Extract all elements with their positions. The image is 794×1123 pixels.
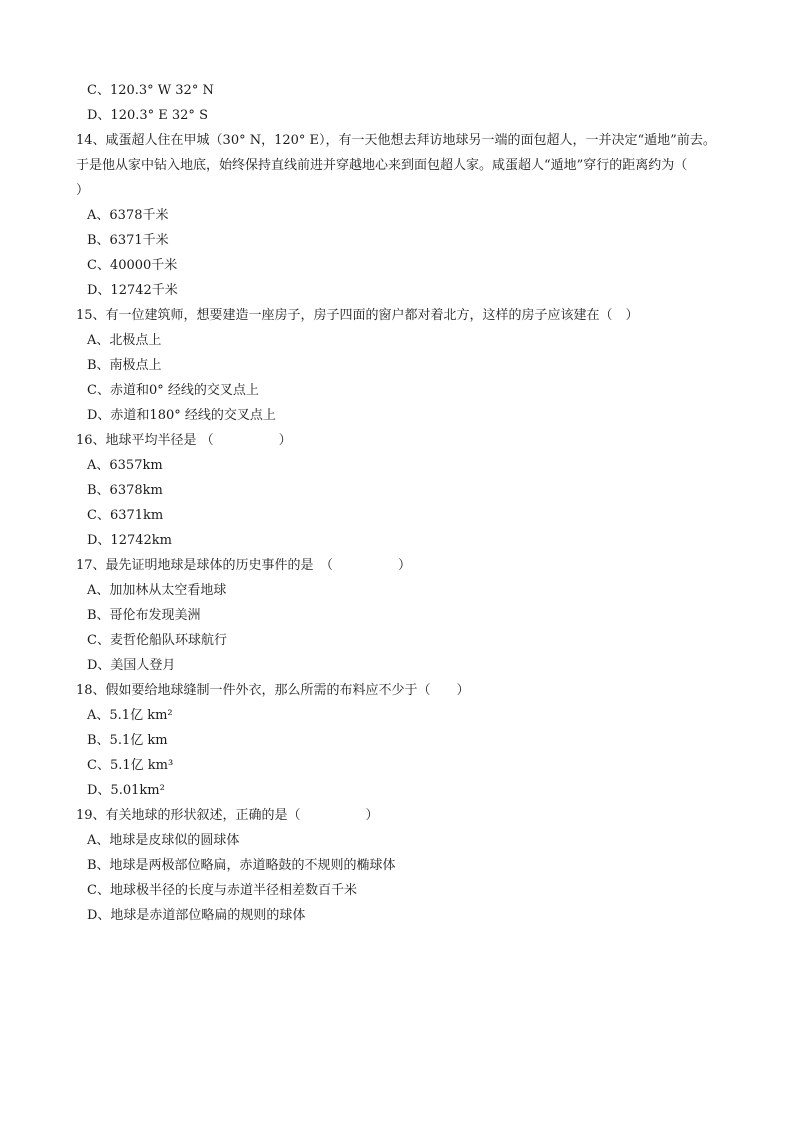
option-a: A、北极点上 (87, 333, 162, 348)
option-b: B、6371千米 (87, 233, 169, 248)
option-c: C、5.1亿 km³ (87, 758, 174, 773)
question-19 (76, 803, 724, 928)
option-d-q13: D、120.3° E 32° S (87, 108, 208, 123)
question-text: 18、假如要给地球缝制一件外衣，那么所需的布料应不少于（ ） (76, 683, 470, 698)
option-c: C、麦哲伦船队环球航行 (87, 633, 227, 648)
option-d: D、12742千米 (87, 283, 178, 298)
question-18 (76, 678, 724, 803)
question-17 (76, 553, 724, 678)
option-a: A、6357km (87, 458, 163, 473)
option-c: C、赤道和0° 经线的交叉点上 (87, 383, 259, 398)
option-a: A、5.1亿 km² (87, 708, 173, 723)
question-14 (76, 128, 727, 303)
option-a: A、加加林从太空看地球 (87, 583, 227, 598)
option-d: D、美国人登月 (87, 658, 176, 673)
option-b: B、哥伦布发现美洲 (87, 608, 201, 623)
option-d: D、5.01km² (87, 783, 165, 798)
option-b: B、南极点上 (87, 358, 162, 373)
question-list (76, 78, 727, 928)
question-text: 17、最先证明地球是球体的历史事件的是 （ ） (76, 558, 412, 573)
question-16 (76, 428, 724, 553)
option-b: B、地球是两极部位略扁，赤道略鼓的不规则的椭球体 (87, 858, 396, 873)
question-text: 14、咸蛋超人住在甲城（30° N，120° E），有一天他想去拜访地球另一端的面包超人，一并决定“遁地”前去。于是他从家中钻入地底，始终保持直线前进并穿越地心来到面包超人家。咸蛋超人“遁地”穿行的距离约为（ ） (76, 133, 727, 198)
option-c: C、6371km (87, 508, 164, 523)
option-d: D、地球是赤道部位略扁的规则的球体 (87, 908, 306, 923)
option-d: D、12742km (87, 533, 172, 548)
option-c: C、40000千米 (87, 258, 178, 273)
option-a: A、地球是皮球似的圆球体 (87, 833, 240, 848)
question-text: 19、有关地球的形状叙述，正确的是（ ） (76, 808, 379, 823)
option-b: B、5.1亿 km (87, 733, 168, 748)
question-15 (76, 303, 724, 428)
question-text: 16、地球平均半径是 （ ） (76, 433, 292, 448)
option-d: D、赤道和180° 经线的交叉点上 (87, 408, 276, 423)
option-c-q13: C、120.3° W 32° N (87, 83, 214, 98)
option-c: C、地球极半径的长度与赤道半径相差数百千米 (87, 883, 357, 898)
option-b: B、6378km (87, 483, 163, 498)
option-a: A、6378千米 (87, 208, 169, 223)
question-text: 15、有一位建筑师，想要建造一座房子，房子四面的窗户都对着北方，这样的房子应该建在（ ） (76, 308, 639, 323)
